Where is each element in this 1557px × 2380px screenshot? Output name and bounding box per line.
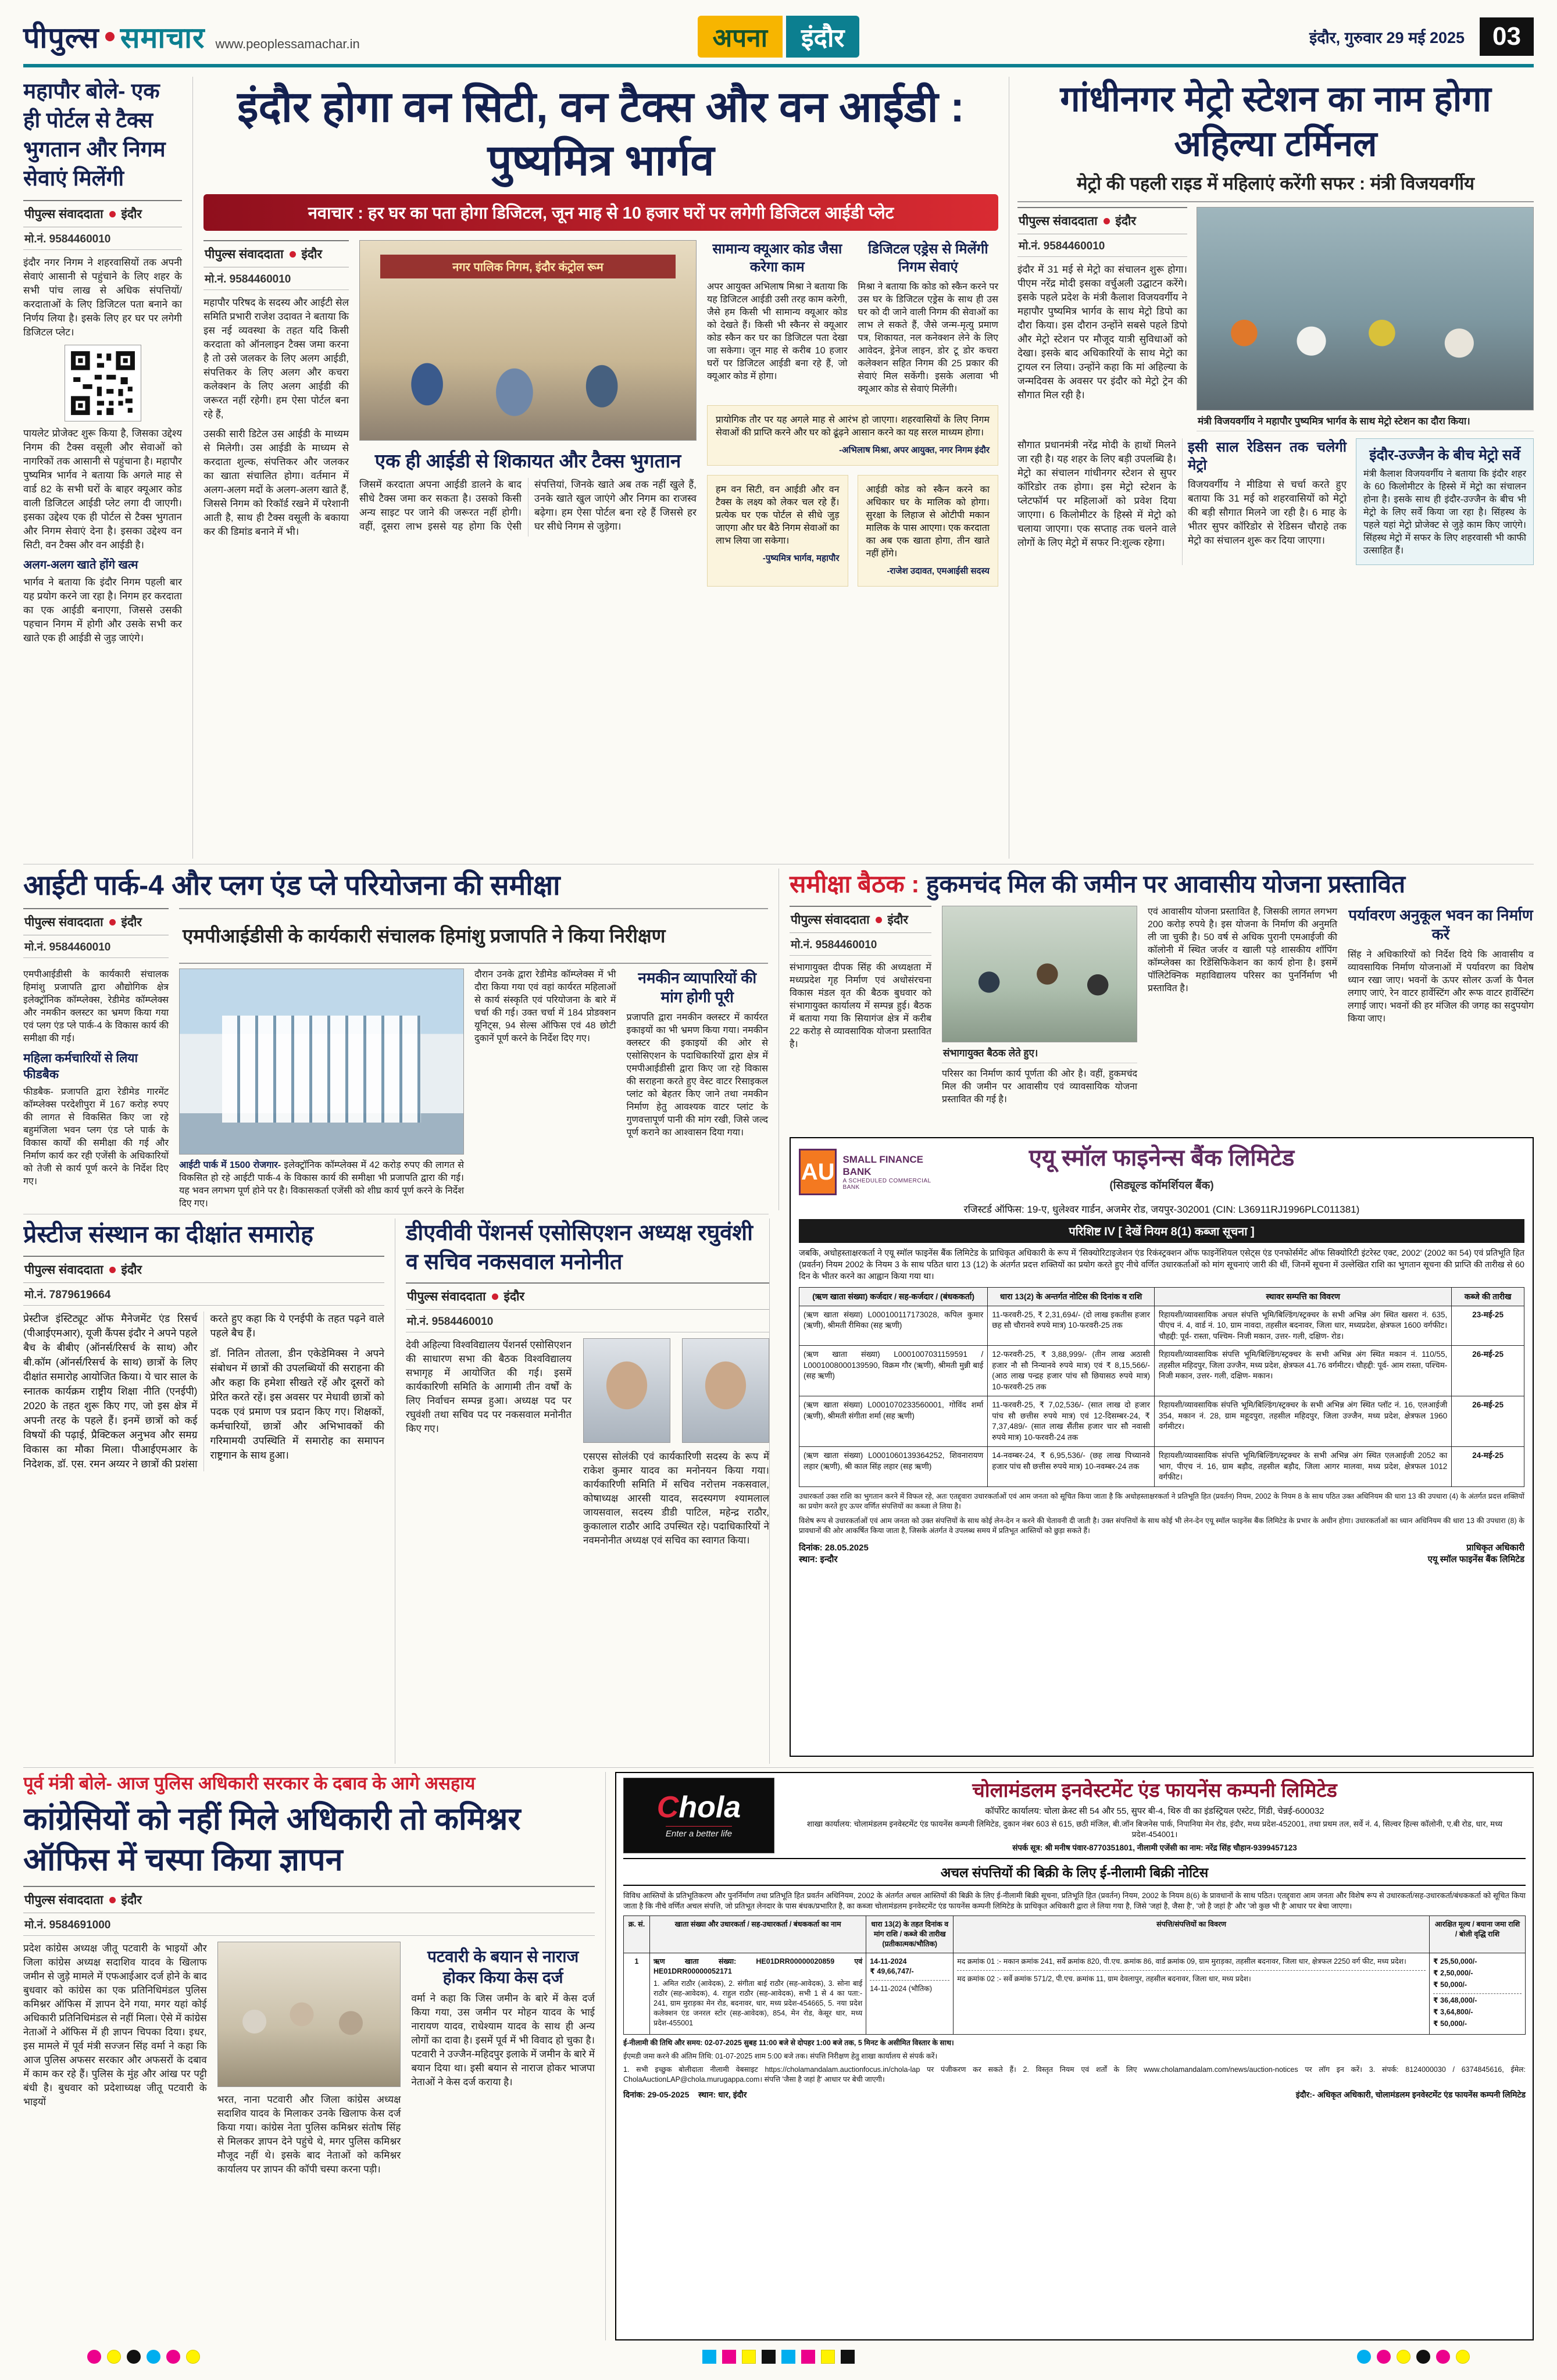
lead-strap: नवाचार : हर घर का पता होगा डिजिटल, जून माह से 10 हजार घरों पर लगेगी डिजिटल आईडी प्लेट xyxy=(203,194,998,231)
notice-cell: 11-फरवरी-25, ₹ 2,31,694/- (दो लाख इकतीस हजार छह सौ चौरानवे रुपये मात्र) 10-फरवरी-25 तक xyxy=(988,1306,1155,1346)
body-text: प्रजापति द्वारा नमकीन क्लस्टर में कार्यरत इकाइयों का भी भ्रमण किया गया। नमकीन क्लस्टर की इकाइयों की ओर से एसोसिएशन के पदाधिकारियों द्वारा क्षेत्र में एमपीआईडीसी द्वारा किए जा रहे विकास की सराहना करते हुए वेस्ट वाटर रिसाइकल प्लांट को बेहतर किए जाने तथा नमकीन निर्माण हेतु आवश्यक वाटर प्लांट के गुणवत्तापूर्ण पानी की मांग रखी, जिसे जल्द पूर्ण कराने का आश्वासन दिया गया। xyxy=(626,1013,768,1138)
col-header: आरक्षित मूल्य / बयाना जमा राशि / बोली वृद्धि राशि xyxy=(1430,1916,1526,1953)
black-mark-icon xyxy=(762,2350,776,2364)
auction-legal-intro: विविध आस्तियों के प्रतिभूतिकरण और पुनर्निर्माण तथा प्रतिभूति हित प्रवर्तन अधिनियम, 2002 के अंतर्गत अचल आस्तियों की बिक्री के लिए ई-नीलामी बिक्री सूचना, प्रतिभूति हित (प्रवर्तन) नियम, 2002 के नियम 8(6) के प्रावधानों के साथ पठित। एतद्द्वारा आम जनता और विशेष रूप से उधारकर्ता/सह-उधारकर्ता/बंधककर्ता को सूचित किया जाता है कि नीचे वर्णित अचल संपत्ति, जो प्रतिभूत लेनदार के पास बंधक/प्रभारित है, का कब्जा चोलामंडलम इनवेस्टमेंट एंड फायनेंस कम्पनी लिमिटेड के प्राधिकृत अधिकारी द्वारा ले लिया गया है, जिसे 'जहां है, जैसा है', 'जो है जहां है' और 'जो कुछ भी है' आधार पर बेचा जाएगा। xyxy=(623,1891,1526,1910)
body-text: महापौर परिषद के सदस्य और आईटी सेल समिति प्रभारी राजेश उदावत ने बताया कि इस नई व्यवस्था के तहत यदि किसी करदाता को ऑनलाइन टैक्स जमा करना है तो उसे जलकर के लिए अलग आईडी, संपत्तिकर के लिए अलग और कचरा कलेक्शन के लिए अलग आईडी की जरूरत नहीं रहेगी। हम ऐसा पोर्टल बना रहे हैं, xyxy=(203,297,349,420)
byline-dot-icon xyxy=(109,919,116,925)
signatory-org: एयू स्मॉल फाइनेंस बैंक लिमिटेड xyxy=(1427,1554,1524,1564)
reporter: पीपुल्स संवाददाता xyxy=(24,208,103,221)
quote-box-bhargav xyxy=(707,475,848,587)
body-text: पायलेट प्रोजेक्ट शुरू किया है, जिसका उद्देश्य निगम की टैक्स वसूली और सेवाओं को नागरिकों तक आसानी से पहुंचाना है। महापौर पुष्यमित्र भार्गव ने बताया कि अगले माह से वार्ड 82 के सभी घरों के बाहर क्यूआर कोड वाली डिजिटल आईडी प्लेट लगा दी जाएगी। इसका उद्देश्य एक ही पोर्टल से टैक्स भुगतान और निगम सेवाएं देना है। इसका उद्देश्य वन सिटी, वन टैक्स और वन आईडी है। xyxy=(23,428,182,551)
body-text: इंदौर में 31 मई से मेट्रो का संचालन शुरू होगा। पीएम नरेंद्र मोदी इसका वर्चुअली उद्घाटन करेंगे। इसके पहले प्रदेश के मंत्री कैलाश विजयवर्गीय ने महापौर पुष्यमित्र भार्गव के साथ मेट्रो डिपो का दौरा किया। इस दौरान उन्होंने सबसे पहले डिपो और मेट्रो स्टेशन पर मौजूद यात्री सुविधाओं को देखा। इसके बाद अधिकारियों के साथ मेट्रो का ट्रायल रन लिया। उन्होंने कहा कि मां अहिल्या के जन्मदिवस के अवसर पर इंदौर को मेट्रो ट्रेन की सौगात मिल रही है। xyxy=(1017,264,1187,401)
body-text xyxy=(179,1159,464,1210)
article-mayor-portal xyxy=(23,77,193,859)
col-header: (ऋण खाता संख्या) कर्जदार / सह-कर्जदार / (बंधककर्ता) xyxy=(799,1288,988,1306)
itpark-render-photo xyxy=(179,969,464,1155)
black-mark-icon xyxy=(127,2350,141,2364)
samiksha-col-3 xyxy=(1148,906,1337,1106)
qr-explainer-column xyxy=(707,240,848,396)
body-text: अपर आयुक्त अभिलाष मिश्रा ने बताया कि यह डिजिटल आईडी उसी तरह काम करेगी, जैसे हम किसी भी सामान्य क्यूआर कोड को देखते हैं। किसी भी स्कैनर से क्यूआर कोड स्कैन कर घर का डिजिटल पता देखा जा सकेगा। जून माह से करीब 10 हजार घरों पर डिजिटल आईडी बना रहे हैं, जो क्यूआर कोड में होगा। xyxy=(707,282,848,381)
quote-text: हम वन सिटी, वन आईडी और वन टैक्स के लक्ष्य को लेकर चल रहे हैं। प्रत्येक घर एक पोर्टल से सीधे जुड़ जाएगा और घर बैठे निगम सेवाओं का लाभ लिया जा सकेगा। xyxy=(716,485,840,546)
byline xyxy=(203,240,349,267)
byline-dot-icon xyxy=(109,1897,116,1903)
reserve-price-2: ₹ 36,48,000/- xyxy=(1433,1996,1477,2004)
phone-number: मो.नं. 9584460010 xyxy=(406,1310,769,1332)
property-cell: रिहायशी/व्यावसायिक संपत्ति भूमि/बिल्डिंग/स्ट्रक्चर के सभी अभिन्न अंग स्थित प्लॉट नं. 16, एलआईजी 354, मकान नं. 28, ग्राम महूदपुरा, तहसील महिदपुर, जिला उज्जैन, मध्य प्रदेश, क्षेत्रफल 1960 वर्गमीटर। xyxy=(1155,1396,1452,1447)
col-header: क्र. सं. xyxy=(624,1916,650,1953)
magenta-mark-icon xyxy=(166,2350,180,2364)
itpark-col-2 xyxy=(179,969,464,1210)
cell-divider xyxy=(957,1970,1426,1971)
metro-survey-box xyxy=(1356,438,1534,565)
company-title: चोलामंडलम इनवेस्टमेंट एंड फायनेंस कम्पनी लिमिटेड xyxy=(972,1779,1337,1802)
byline xyxy=(790,906,931,933)
notice-cell: 14-नवम्बर-24, ₹ 6,95,536/- (छह लाख पिच्यानवे हजार पांच सौ छत्तीस रुपये मात्र) 10-नवम्बर-24 तक xyxy=(988,1447,1155,1487)
sub-headline: इसी साल रेडिसन तक चलेगी मेट्रो xyxy=(1188,439,1347,473)
body-text: भरत, नाना पटवारी और जिला कांग्रेस अध्यक्ष सदाशिव यादव के मिलाकर उनके खिलाफ केस दर्ज किया गया। कांग्रेस नेता पुलिस कमिश्नर संतोष सिंह से मिलकर ज्ञापन देने पहुंचे थे, मगर पुलिस कमिश्नर मौजूद नहीं थे। इसके बाद नेताओं को कमिश्नर कार्यालय पर ज्ञापन की कॉपी चस्पा करना पड़ी। xyxy=(217,2094,401,2175)
quote-box-udawat xyxy=(858,475,999,587)
table-row xyxy=(624,1953,1526,2035)
phone-number: मो.नं. 9584691000 xyxy=(23,1913,595,1936)
byline-dot-icon xyxy=(1104,218,1110,224)
loan-account: ऋण खाता संख्या: HE01DRR00000020859 एवं HE01DRR00000052171 xyxy=(653,1957,863,1975)
quote-attribution: -राजेश उदावत, एमआईसी सदस्य xyxy=(887,566,990,576)
notice-cell: 12-फरवरी-25, ₹ 3,88,999/- (तीन लाख अठासी हजार नौ सौ निन्यानवे रुपये मात्र) एवं ₹ 8,15,566/- (आठ लाख पन्द्रह हजार पांच सौ छियासठ रुपये मात्र) 10-फरवरी-25 तक xyxy=(988,1346,1155,1396)
qr-code xyxy=(65,345,141,421)
notice-date: दिनांक: 28.05.2025 xyxy=(799,1542,869,1553)
lead-left-column xyxy=(203,240,349,587)
byline-city: इंदौर xyxy=(1115,215,1137,228)
emd-1: ₹ 2,50,000/- xyxy=(1433,1969,1473,1977)
au-logo-line1: SMALL FINANCE BANK xyxy=(842,1154,923,1177)
article-metro-terminal xyxy=(1009,77,1534,859)
column-headline: सामान्य क्यूआर कोड जैसा करेगा काम xyxy=(712,241,842,275)
sub-headline: महिला कर्मचारियों से लिया फीडबैक xyxy=(23,1052,138,1081)
lead-center-column xyxy=(359,240,697,587)
table-row xyxy=(799,1396,1524,1447)
cell-divider xyxy=(870,1980,949,1981)
headline: महापौर बोले- एक ही पोर्टल से टैक्स भुगतान और निगम सेवाएं मिलेंगी xyxy=(23,79,166,190)
col-header: संपत्ति/संपत्तियों का विवरण xyxy=(954,1916,1430,1953)
sub-headline: पटवारी के बयान से नाराज होकर किया केस दर्ज xyxy=(427,1947,579,1986)
notice-footnote: उधारकर्ता उक्त राशि का भुगतान करने में विफल रहे, अतः एतद्द्वारा उधारकर्ताओं एवं आम जनता को सूचित किया जाता है कि अधोहस्ताक्षरकर्ता ने प्रतिभूति हित (प्रवर्तन) नियम, 2002 के नियम 8 के साथ पठित उक्त अधिनियम की धारा 13 की उपधारा (4) के अंतर्गत प्रदत्त शक्तियों का प्रयोग करते हुए ऊपर वर्णित संपत्तियों का कब्जा ले लिया है। xyxy=(799,1492,1524,1510)
demand-cell xyxy=(866,1953,954,2035)
headline: प्रेस्टीज संस्थान का दीक्षांत समारोह xyxy=(23,1221,313,1248)
branch-office: शाखा कार्यालय: चोलामंडलम इनवेस्टमेंट एंड फायनेंस कम्पनी लिमिटेड, दुकान नंबर 603 से 615, छठी मंजिल, बी.जॉन बिजनेस पार्क, निपानिया मेन रोड, इंदौर, मध्य प्रदेश-452001, तथा प्रथम तल, सर्वे नं. 4, सिल्वर हिल्स कॉलोनी, ए.बी रोड, धार, मध्य प्रदेश-454001। xyxy=(806,1820,1503,1839)
inline-subhead: अलग-अलग खाते होंगे खत्म xyxy=(23,559,138,571)
metro-visit-photo xyxy=(1197,207,1534,410)
borrower-cell: (ऋण खाता संख्या) L0001070233560001, गोविंद शर्मा (ऋणी), श्रीमती संगीता शर्मा (सह ऋणी) xyxy=(799,1396,988,1447)
byline-block xyxy=(23,908,169,964)
quote-attribution: -पुष्यमित्र भार्गव, महापौर xyxy=(762,553,840,563)
yellow-mark-icon xyxy=(821,2350,835,2364)
congress-col-3 xyxy=(411,1942,595,2177)
possession-date: 23-मई-25 xyxy=(1452,1306,1524,1346)
demand-amount: ₹ 49,66,747/- xyxy=(870,1967,914,1975)
bid-increment-1: ₹ 50,000/- xyxy=(1433,1981,1467,1989)
body-text: इलेक्ट्रॉनिक कॉम्प्लेक्स में 42 करोड़ रुपए की लागत से विकसित हो रहे आईटी पार्क-4 के विकास कार्य की समीक्षा भी प्रजापति द्वारा की गई। यह भवन लगभग पूर्ण होने पर है। विकासकर्ता एजेंसी को शीघ्र कार्य पूर्ण करने के निर्देश दिए गए। xyxy=(179,1160,464,1209)
print-registration-marks xyxy=(0,2350,1557,2364)
article-davv-pensioners xyxy=(395,1218,770,1764)
metro-body-flow xyxy=(1017,438,1347,565)
cyan-mark-icon xyxy=(1357,2350,1371,2364)
property-cell: रिहायशी/व्यावसायिक संपत्ति भूमि/बिल्डिंग/स्ट्रक्चर के सभी अभिन्न अंग स्थित एलआईजी 2052 का भाग, पीएच नं. 16, ग्राम बड़ौद, तहसील बड़ौद, जिला आगर मालवा, मध्य प्रदेश, क्षेत्रफल 1012 वर्गफीट। xyxy=(1155,1447,1452,1487)
table-header-row xyxy=(799,1288,1524,1306)
photo-banner-text: नगर पालिक निगम, इंदौर कंट्रोल रूम xyxy=(380,255,676,278)
body-text: एवं आवासीय योजना प्रस्तावित है, जिसकी लागत लगभग 200 करोड़ रुपये है। इस योजना के निर्माण की अनुमति ली जा चुकी है। 50 वर्ष से अधिक पुरानी एमआईजी की कॉलोनी में स्थित जर्जर व खाली पड़े शासकीय शॉपिंग कॉम्प्लेक्स का रिडेंसिफिकेशन का कार्य होना है। इसमें पॉलिटेक्निक महाविद्यालय परिसर का पुनर्निर्माण भी प्रस्तावित है। xyxy=(1148,907,1337,994)
reporter: पीपुल्स संवाददाता xyxy=(1019,215,1098,228)
serial-number: 1 xyxy=(624,1953,650,2035)
byline-dot-icon xyxy=(109,1267,116,1273)
body-text: प्रदेश कांग्रेस अध्यक्ष जीतू पटवारी के भाइयों और जिला कांग्रेस अध्यक्ष सदाशिव यादव के खिलाफ जमीन से जुड़े मामले में एफआईआर दर्ज होने के बाद बुधवार को कांग्रेस का एक प्रतिनिधिमंडल पुलिस कमिश्नर ऑफिस में ज्ञापन देने गया, मगर यहां कोई अधिकारी प्रतिनिधिमंडल से नहीं मिला। ऐसे में कांग्रेस नेताओं ने ऑफिस में ही ज्ञापन चिपका दिया। इधर, इस मामले में पूर्व मंत्री सज्जन सिंह वर्मा ने कहा कि आज पुलिस अफसर सरकार और अफसरों के दबाव में काम कर रहे हैं। पुलिस के मुंह और आंख पर पट्टी बंधी है। बुधवार को प्रदेशाध्यक्ष जीतू पटवारी के भाइयों xyxy=(23,1943,207,2107)
column-headline: डिजिटल एड्रेस से मिलेंगी निगम सेवाएं xyxy=(867,241,988,275)
samiksha-col-2 xyxy=(942,906,1137,1106)
table-row xyxy=(799,1306,1524,1346)
byline-city: इंदौर xyxy=(121,916,142,929)
dateline: इंदौर, गुरुवार 29 मई 2025 xyxy=(1309,28,1465,47)
byline-city: इंदौर xyxy=(503,1290,525,1303)
body-text: भार्गव ने बताया कि इंदौर निगम पहली बार यह प्रयोग करने जा रहा है। निगम हर करदाता का एक आईडी बनाएगा, जिससे उसकी पहचान निगम में होगी और उसके सभी कर खाते एक ही आईडी से जुड़ जाएंगे। xyxy=(23,577,182,644)
byline-city: इंदौर xyxy=(121,208,142,221)
edition-label: अपना xyxy=(698,16,783,58)
byline-dot-icon xyxy=(876,917,882,923)
davv-col-2 xyxy=(583,1338,769,1548)
article-one-city-one-tax xyxy=(193,77,1009,859)
reporter: पीपुल्स संवाददाता xyxy=(205,248,284,261)
notice-bank-title xyxy=(938,1144,1385,1200)
magenta-mark-icon xyxy=(1436,2350,1450,2364)
notice-cell: 11-फरवरी-25, ₹ 7,02,536/- (सात लाख दो हजार पांच सौ छत्तीस रुपये मात्र) एवं 12-दिसम्बर-24, ₹ 7,37,489/- (सात लाख सैंतीस हजार चार सौ नवासी रुपये मात्र) 10-फरवरी-24 तक xyxy=(988,1396,1155,1447)
byline xyxy=(23,200,182,227)
col-header: कब्जे की तारीख xyxy=(1452,1288,1524,1306)
quote-text: आईडी कोड को स्कैन करने का अधिकार घर के मालिक को होगा। सुरक्षा के लिहाज से ओटीपी मकान मालिक के पास आएगा। एक करदाता का अब एक खाता होगा, तीन खाते नहीं होंगे। xyxy=(866,485,990,559)
possession-date: 26-मई-25 xyxy=(1452,1346,1524,1396)
byline-dot-icon xyxy=(290,251,296,258)
byline xyxy=(406,1282,769,1310)
body-text: परिसर का निर्माण कार्य पूर्णता की ओर है। वहीं, हुकमचंद मिल की जमीन पर आवासीय एवं व्यावसायिक योजना प्रस्तावित की गई है। xyxy=(942,1069,1137,1105)
byline xyxy=(1017,207,1187,234)
phone-number: मो.नं. 7879619664 xyxy=(23,1283,384,1306)
newspaper-logo xyxy=(23,17,205,56)
signatory-title: प्राधिकृत अधिकारी xyxy=(1466,1542,1524,1553)
reporter: पीपुल्स संवाददाता xyxy=(407,1290,486,1303)
body-text: एमपीआईडीसी के कार्यकारी संचालक हिमांशु प्रजापति द्वारा औद्योगिक क्षेत्र इलेक्ट्रॉनिक कॉम्प्लेक्स, रेडीमेड कॉम्प्लेक्स और नमकीन क्लस्टर का भ्रमण किया गया एवं प्लग एंड प्ले पार्क-4 के विकास कार्य की समीक्षा की गई। xyxy=(23,970,169,1044)
deck: एमपीआईडीसी के कार्यकारी संचालक हिमांशु प्रजापति ने किया निरीक्षण xyxy=(179,908,768,964)
sub-article-headline: एक ही आईडी से शिकायत और टैक्स भुगतान xyxy=(374,450,681,471)
headline: डीएवीवी पेंशनर्स एसोसिएशन अध्यक्ष रघुवंशी व सचिव नकसवाल मनोनीत xyxy=(406,1221,753,1274)
lead-right-column xyxy=(707,240,998,587)
borrower-names: 1. अमित राठौर (आवेदक), 2. संगीता बाई राठौर (सह-आवेदक), 3. सोना बाई राठौर (सह-आवेदक), 4. राहुल राठौर (सह-आवेदक), सभी 1 से 4 का पता:- 241, ग्राम मुराड़का मेन रोड, बदनावर, धार, मध्य प्रदेश-454665, 5. नया प्रदेश कलेक्शन एंड जनरल स्टोर (सह-आवेदक), 854, मेन रोड, केसूर धार, मध्य प्रदेश-455001 xyxy=(653,1979,863,2027)
emd-2: ₹ 3,64,800/- xyxy=(1433,2008,1473,2016)
body-text: मिश्रा ने बताया कि कोड को स्कैन करने पर उस घर के डिजिटल एड्रेस के साथ ही उस घर को दी जाने वाली निगम की सेवाओं का लाभ ले सकते हैं, जैसे जन्म-मृत्यु प्रमाण पत्र, शिकायत, नल कनेक्शन लेने के लिए आवेदन, ड्रेनेज लाइन, डोर टू डोर कचरा कलेक्शन सहित निगम की 25 प्रकार की सेवाएं मिल सकेंगी। इसके अलावा भी क्यूआर कोड से सेवाएं मिलेंगी। xyxy=(858,282,998,394)
byline-city: इंदौर xyxy=(301,248,323,261)
table-header-row xyxy=(624,1916,1526,1953)
quote-attribution: -अभिलाष मिश्रा, अपर आयुक्त, नगर निगम इंदौर xyxy=(839,445,990,455)
magenta-mark-icon xyxy=(87,2350,101,2364)
au-bank-possession-notice xyxy=(790,1137,1534,1757)
lead-headline: इंदौर होगा वन सिटी, वन टैक्स और वन आईडी : पुष्यमित्र भार्गव xyxy=(237,83,965,184)
reserve-price-1: ₹ 25,50,000/- xyxy=(1433,1957,1477,1966)
black-mark-icon xyxy=(841,2350,855,2364)
box-body: मंत्री कैलाश विजयवर्गीय ने बताया कि इंदौर शहर के 60 किलोमीटर के हिस्से में मेट्रो का संचालन होना है। इसके साथ ही इंदौर-उज्जैन के बीच भी मेट्रो के लिए सर्वे किया जा रहा है। सिंहस्थ के पहले यहां मेट्रो प्रोजेक्ट से जुड़े काम किए जाएंगे। सिंहस्थ मेट्रो में सफर के लिए शहरवासी भी काफी उत्साहित हैं। xyxy=(1363,469,1526,556)
byline-city: इंदौर xyxy=(121,1263,142,1277)
byline-dot-icon xyxy=(492,1293,498,1300)
reporter: पीपुल्स संवाददाता xyxy=(24,916,103,929)
auction-table xyxy=(623,1916,1526,2035)
masthead-left xyxy=(23,17,698,56)
body-text: दौरान उनके द्वारा रेडीमेड कॉम्प्लेक्स में भी दौरा किया गया एवं वहां कार्यरत महिलाओं से कार्य संस्कृति एवं परियोजना के बारे में चर्चा की गई। उक्त चर्चा में 184 प्रोडक्शन यूनिट्स, 94 सेल्स ऑफिस एवं 48 छोटी दुकानें पूर्ण करने के निर्देश दिए गए। xyxy=(474,970,616,1044)
body-text: फीडबैक- प्रजापति द्वारा रेडीमेड गारमेंट कॉम्प्लेक्स परदेशीपुरा में 167 करोड़ रुपए की लागत से विकसित किए जा रहे बहुमंजिला भवन प्लग एंड प्ले पार्क के विकास कार्यों की समीक्षा की गई और निर्माण कार्य कर रही एजेंसी के अधिकारियों को तेजी से कार्य पूर्ण करने के निर्देश दिए गए। xyxy=(23,1087,169,1187)
corporate-office: कॉर्पोरेट कार्यालय: चोला क्रेस्ट सी 54 और 55, सुपर बी-4, थिरु वी का इंडस्ट्रियल एस्टेट, गिंडी, चेन्नई-600032 xyxy=(985,1806,1324,1816)
yellow-mark-icon xyxy=(742,2350,756,2364)
masthead-right xyxy=(859,17,1534,56)
phone-number: मो.नं. 9584460010 xyxy=(790,933,931,956)
logo-text-right: समाचार xyxy=(120,22,205,54)
quote-box-mishra xyxy=(707,405,998,466)
portrait-photo-secretary xyxy=(682,1338,769,1443)
sub-headline: नमकीन व्यापारियों की मांग होगी पूरी xyxy=(638,969,757,1006)
auction-datetime-note: ई-नीलामी की तिथि और समय: 02-07-2025 सुबह 11:00 बजे से दोपहर 1:00 बजे तक, 5 मिनट के असीमित विस्तार के साथ। xyxy=(623,2039,954,2047)
protest-photo xyxy=(217,1942,401,2087)
metro-left-column xyxy=(1017,207,1187,431)
notice-date: दिनांक: 29-05-2025 xyxy=(623,2090,690,2099)
headline-main: हुकमचंद मिल की जमीन पर आवासीय योजना प्रस्तावित xyxy=(926,870,1406,898)
page-number: 03 xyxy=(1480,17,1534,56)
byline-dot-icon xyxy=(109,211,116,217)
photo-caption: संभागायुक्त बैठक लेते हुए। xyxy=(942,1042,1137,1063)
body-text: वर्मा ने कहा कि जिस जमीन के बारे में केस दर्ज किया गया, उस जमीन पर मोहन यादव के भाई नारायण यादव, राधेश्याम यादव के साथ ही अन्य लोगों का दावा है। इसमें पूर्व में भी विवाद हो चुका है। पटवारी ने उज्जैन-महिदपुर इलाके में जमीन के बारे में बयान दिया था। इसी बयान से नाराज होकर भाजपा नेताओं ने केस दर्ज कराया है। xyxy=(411,1993,595,2088)
bank-subtitle: (सिड्यूल्ड कॉमर्शियल बैंक) xyxy=(1109,1180,1214,1192)
samiksha-col-1 xyxy=(790,906,931,1106)
masthead xyxy=(23,9,1534,67)
box-headline: इंदौर-उज्जैन के बीच मेट्रो सर्वे xyxy=(1369,447,1520,463)
notice-signatory xyxy=(1428,1542,1524,1565)
chola-logo xyxy=(623,1778,774,1853)
borrower-cell: (ऋण खाता संख्या) L000100117173028, कपिल कुमार (ऋणी), श्रीमती रीमिका (सह ऋणी) xyxy=(799,1306,988,1346)
yellow-mark-icon xyxy=(1456,2350,1470,2364)
phone-number: मो.नं. 9584460010 xyxy=(23,227,182,250)
magenta-mark-icon xyxy=(722,2350,736,2364)
article-body xyxy=(23,1311,384,1471)
bank-name: एयू स्मॉल फाइनेन्स बैंक लिमिटेड xyxy=(1029,1145,1295,1171)
sub-article-body xyxy=(359,478,697,537)
notice-place: स्थान: इन्दौर xyxy=(799,1554,838,1564)
registered-office: रजिस्टर्ड ऑफिस: 19-ए, धुलेश्वर गार्डन, अजमेर रोड, जयपुर-302001 (CIN: L36911RJ1996PLC011381) xyxy=(963,1204,1360,1215)
au-bank-logo xyxy=(799,1149,933,1195)
notice-date-place xyxy=(623,2089,747,2100)
demand-date: 14-11-2024 xyxy=(870,1957,907,1966)
section-divider xyxy=(23,1767,1534,1768)
table-row xyxy=(799,1346,1524,1396)
article-it-park-review xyxy=(23,869,779,1210)
yellow-mark-icon xyxy=(107,2350,121,2364)
article-review-meeting xyxy=(779,869,1534,1130)
edition-banner xyxy=(698,16,860,58)
kicker: पूर्व मंत्री बोले- आज पुलिस अधिकारी सरकार के दबाव के आगे असहाय xyxy=(23,1773,476,1793)
contact-line: संपर्क सूत्र: श्री मनीष पंवार-8770351801, नीलामी एजेंसी का नाम: नरेंद्र सिंह चौहान-9399457123 xyxy=(1012,1843,1297,1852)
reporter: पीपुल्स संवाददाता xyxy=(24,1263,103,1277)
body-text: देवी अहिल्या विश्वविद्यालय पेंशनर्स एसोसिएशन की साधारण सभा की बैठक विश्वविद्यालय सभागृह में आयोजित की गई। इसमें कार्यकारिणी समिति के आगामी तीन वर्षों के लिए निर्वाचन सम्पन्न हुआ। अध्यक्ष पद पर रघुवंशी तथा सचिव पद पर नकसवाल मनोनीत किए गए। xyxy=(406,1339,572,1434)
cyan-mark-icon xyxy=(147,2350,160,2364)
col-header: धारा 13(2) के अन्तर्गत नोटिस की दिनांक व राशि xyxy=(988,1288,1155,1306)
cyan-mark-icon xyxy=(702,2350,716,2364)
auction-notice-band: अचल संपत्तियों की बिक्री के लिए ई-नीलामी बिक्री नोटिस xyxy=(623,1858,1526,1886)
congress-col-1 xyxy=(23,1942,207,2177)
notice-date-place xyxy=(799,1542,869,1565)
property-cell: रिहायशी/व्यावसायिक संपत्ति भूमि/बिल्डिंग/स्ट्रक्चर के सभी अभिन्न अंग स्थित मकान नं. 110/55, तहसील महिदपुर, जिला उज्जैन, मध्य प्रदेश, क्षेत्रफल 41.76 वर्गमीटर। चौहद्दी: पूर्व- आम रास्ता, पश्चिम- निजी मकान, उत्तर- गली, दक्षिण- मकान। xyxy=(1155,1346,1452,1396)
body-text: एसएस सोलंकी एवं कार्यकारिणी सदस्य के रूप में राकेश कुमार यादव का मनोनयन किया गया। कार्यकारिणी समिति में सचिव नरोत्तम नकसवाल, कोषाध्यक्ष आरसी यादव, सदस्यगण श्यामलाल जायसवाल, सदस्य डीडी पाटिल, महेन्द्र राठौर, कुकालाल राठौर आदि उपस्थित रहे। पदाधिकारियों ने नवमनोनीत अध्यक्ष एवं सचिव का स्वागत किया। xyxy=(583,1451,769,1546)
samiksha-col-4 xyxy=(1348,906,1534,1106)
reporter: पीपुल्स संवाददाता xyxy=(24,1893,103,1907)
meeting-photo xyxy=(942,906,1137,1042)
registration-group-left xyxy=(87,2350,200,2364)
au-logo-line2: A SCHEDULED COMMERCIAL BANK xyxy=(842,1178,931,1191)
body-text: इंदौर नगर निगम ने शहरवासियों तक अपनी सेवाएं आसानी से पहुंचाने के लिए शहर के सभी पांच लाख से अधिक संपत्तियों/करदाताओं के लिए डिजिटल पता बनाने का निर्णय लिया है। इसके लिए हर घर पर लगेगी डिजिटल प्लेट। xyxy=(23,257,182,338)
property-item-2: मद क्रमांक 02 :- सर्वे क्रमांक 571/2, पी.एच. क्रमांक 11, ग्राम देवलापुर, तहसील बदनावर, जिला धार, मध्य प्रदेश। xyxy=(957,1975,1251,1983)
chola-header-text xyxy=(784,1778,1526,1853)
chola-tagline: Enter a better life xyxy=(666,1826,732,1839)
borrower-cell: (ऋण खाता संख्या) L0001007031159591 / L0001008000139590, विक्रम गौर (ऋणी), श्रीमती मुन्नी बाई (सह ऋणी) xyxy=(799,1346,988,1396)
logo-text-left: पीपुल्स xyxy=(23,22,99,54)
box-body: सिंह ने अधिकारियों को निर्देश दिये कि आवासीय व व्यावसायिक निर्माण योजनाओं में पर्यावरण का विशेष ध्यान रखा जाए। भवनों के ऊपर सोलर ऊर्जा के पैनल लगाए जाएं, रेन वाटर हार्वेस्टिंग और रूफ वाटर हार्वेस्टिंग लगाई जाए। भवनों की हर मंजिल की जगह का सदुपयोग किया जाए। xyxy=(1348,950,1534,1024)
headline-kicker: समीक्षा बैठक : xyxy=(790,870,920,898)
byline xyxy=(23,1886,595,1913)
itpark-col-1 xyxy=(23,969,169,1210)
photo-caption: मंत्री विजयवर्गीय ने महापौर पुष्यमित्र भार्गव के साथ मेट्रो स्टेशन का दौरा किया। xyxy=(1197,410,1534,431)
headline: कांग्रेसियों को नहीं मिले अधिकारी तो कमिश्नर ऑफिस में चस्पा किया ज्ञापन xyxy=(23,1802,521,1877)
possession-notice-table xyxy=(799,1287,1524,1487)
magenta-mark-icon xyxy=(1377,2350,1391,2364)
byline-city: इंदौर xyxy=(121,1893,142,1907)
yellow-mark-icon xyxy=(1397,2350,1410,2364)
notice-intro: जबकि, अधोहस्ताक्षरकर्ता ने एयू स्मॉल फाइनेंस बैंक लिमिटेड के प्राधिकृत अधिकारी के रूप में 'सिक्योरिटाइजेशन एंड रिकंस्ट्रक्शन ऑफ फाइनेंशियल एसेट्स एंड एनफोर्समेंट ऑफ सिक्योरिटी इंटरेस्ट एक्ट, 2002' (2002 का 54) एवं प्रतिभूति हित (प्रवर्तन) नियम 2002 के नियम 3 के साथ पठित धारा 13 (12) के अंतर्गत प्रदत्त शक्तियों का प्रयोग करते हुए नीचे वर्णित उधारकर्ताओं को मांग सूचनाएं जारी की थीं, जिनमें सूचना में उल्लेखित राशि का भुगतान सूचना की प्राप्ति की तारीख से 60 दिन के भीतर करने का आह्वान किया गया था। xyxy=(799,1249,1524,1281)
cell-divider xyxy=(1433,1993,1522,1994)
deck: मेट्रो की पहली राइड में महिलाएं करेंगी सफर : मंत्री विजयवर्गीय xyxy=(1017,166,1534,202)
edition-city: इंदौर xyxy=(786,16,859,58)
website-url: www.peoplessamachar.in xyxy=(215,37,360,51)
col-header: धारा 13(2) के तहत दिनांक व मांग राशि / कब्जे की तारीख (प्रतीकात्मक/भौतिक) xyxy=(866,1916,954,1953)
logo-dot-icon xyxy=(105,32,115,41)
body-text: प्रेस्टीज इंस्टिट्यूट ऑफ मैनेजमेंट एंड रिसर्च (पीआईएमआर), यूजी कैंपस इंदौर ने अपने पहले बैच के बीबीए (ऑनर्स/रिसर्च के साथ) और बी.कॉम (ऑनर्स/रिसर्च के साथ) छात्रों के लिए दीक्षांत समारोह आयोजित किया। ये चार साल के स्नातक कार्यक्रम राष्ट्रीय शिक्षा नीति (एनईपी) 2020 के तहत शुरू किए गए, जो इस क्षेत्र में अपनी तरह के पहले हैं। इनमें छात्रों को कई विषयों की पढ़ाई, प्रैक्टिकल अनुभव और समग्र विकास का मौका मिला। पीआईएमआर के निदेशक, डॉ. एस. रमन अय्यर ने छात्रों की प्रशंसा करते हुए कहा कि ये एनईपी के तहत पढ़ने वाले पहले बैच हैं। xyxy=(23,1313,384,1470)
possession-date: 26-मई-25 xyxy=(1452,1396,1524,1447)
article-congress-memorandum xyxy=(23,1772,606,2340)
byline xyxy=(23,1256,384,1283)
property-cell xyxy=(954,1953,1430,2035)
emd-deadline-note: ईएमडी जमा करने की अंतिम तिथि: 01-07-2025 शाम 5:00 बजे तक। संपत्ति निरीक्षण हेतु शाखा कार्यालय से संपर्क करें। xyxy=(623,2052,938,2060)
box-headline: पर्यावरण अनुकूल भवन का निर्माण करें xyxy=(1348,906,1533,943)
black-mark-icon xyxy=(1416,2350,1430,2364)
notice-signatory: इंदौर:- अधिकृत अधिकारी, चोलामंडलम इनवेस्टमेंट एंड फायनेंस कम्पनी लिमिटेड xyxy=(1295,2090,1526,2099)
phone-number: मो.नं. 9584460010 xyxy=(1017,234,1187,257)
chola-logo-text: Chola xyxy=(656,1791,741,1824)
bold-lead-in: आईटी पार्क में 1500 रोजगार- xyxy=(179,1160,281,1170)
borrower-cell: (ऋण खाता संख्या) L0001060139364252, शिवनारायण लहार (ऋणी), श्री काल सिंह लहार (सह ऋणी) xyxy=(799,1447,988,1487)
notice-place: स्थान: धार, इंदौर xyxy=(698,2090,747,2099)
quote-text: प्रायोगिक तौर पर यह अगले माह से आरंभ हो जाएगा। शहरवासियों के लिए निगम सेवाओं की प्राप्ति करने और घर को ढूंढ़ने आसान करने का यह सरल माध्यम होगा। xyxy=(716,415,990,438)
bid-increment-2: ₹ 50,000/- xyxy=(1433,2020,1467,2028)
body-text: जिसमें करदाता अपना आईडी डालने के बाद सीधे टैक्स जमा कर सकता है। उसको किसी अन्य साइट पर जाने की जरूरत नहीं होगी। वहीं, दूसरा लाभ इससे यह होगा कि ऐसी संपत्तियां, जिनके खाते अब तक नहीं खुले हैं, उनके खाते खुल जाएंगे और निगम का राजस्व बढ़ेगा। हम ऐसा पोर्टल बना रहे हैं जिससे हर घर सीधे निगम से जुड़ेगा। xyxy=(359,479,697,532)
itpark-col-3 xyxy=(474,969,616,1210)
chola-eauction-notice xyxy=(615,1772,1534,2340)
price-cell xyxy=(1430,1953,1526,2035)
body-text: डॉ. नितिन तोतला, डीन एकेडेमिक्स ने अपने संबोधन में छात्रों की उपलब्धियों की सराहना की और कहा कि हमेशा सीखते रहें और दूसरों को प्रेरित करते रहें। इस अवसर पर मेधावी छात्रों को पदक एवं प्रमाण पत्र प्रदान किए गए। शिक्षकों, कर्मचारियों, छात्रों और अभिभावकों की गरिमामयी उपस्थिति में समारोह का समापन राष्ट्रगान के साथ हुआ। xyxy=(210,1348,384,1461)
borrower-cell xyxy=(650,1953,866,2035)
property-cell: रिहायशी/व्यावसायिक अचल संपत्ति भूमि/बिल्डिंग/स्ट्रक्चर के सभी अभिन्न अंग स्थित खसरा नं. 635, पीएच नं. 4, वार्ड नं. 10, ग्राम नावदा, तहसील बदनावर, जिला धार, मध्यप्रदेश, क्षेत्रफल 1600 वर्गफीट। चौहद्दी: पूर्व- रास्ता, पश्चिम- निजी मकान, उत्तर- गली, दक्षिण- रोड। xyxy=(1155,1306,1452,1346)
body-text: संभागायुक्त दीपक सिंह की अध्यक्षता में मध्यप्रदेश गृह निर्माण एवं अधोसंरचना विकास मंडल वृत की बैठक बुधवार को संभागायुक्त कार्यालय में सम्पन्न हुई। बैठक में बताया गया कि सियागंज क्षेत्र में करीब 22 करोड़ से व्यावसायिक योजना प्रस्तावित है। xyxy=(790,963,931,1049)
possession-date: 14-11-2024 (भौतिक) xyxy=(870,1985,933,1993)
phone-number: मो.नं. 9584460010 xyxy=(23,935,169,958)
possession-date: 24-मई-25 xyxy=(1452,1447,1524,1487)
digital-address-column xyxy=(858,240,999,396)
headline xyxy=(790,869,1534,900)
byline xyxy=(23,908,169,935)
terms-note: 1. सभी इच्छुक बोलीदाता नीलामी वेबसाइट https://cholamandalam.auctionfocus.in/chola-lap पर पंजीकरण कर सकते हैं। 2. विस्तृत नियम एवं शर्तों के लिए www.cholamandalam.com/news/auction-notices पर लॉग इन करें। 3. संपर्क: 8124000030 / 6374845616, ईमेल: CholaAuctionLAP@chola.murugappa.com। संपत्ति 'जैसा है जहां है' आधार पर बेची जाएगी। xyxy=(623,2065,1526,2084)
table-row xyxy=(799,1447,1524,1487)
col-header: खाता संख्या और उधारकर्ता / सह-उधारकर्ता / बंधककर्ता का नाम xyxy=(650,1916,866,1953)
registration-group-right xyxy=(1357,2350,1470,2364)
body-text: विजयवर्गीय ने मीडिया से चर्चा करते हुए बताया कि 31 मई को शहरवासियों को मेट्रो की बड़ी सौगात मिलने जा रही है। 6 माह के भीतर सुपर कॉरिडोर से रेडिसन चौराहे तक मेट्रो का संचालन शुरू कर दिया जाएगा। xyxy=(1188,479,1347,546)
au-logo-mark: AU xyxy=(799,1149,837,1195)
metro-photo-column xyxy=(1197,207,1534,431)
itpark-col-4 xyxy=(627,969,769,1210)
cyan-mark-icon xyxy=(781,2350,795,2364)
phone-number: मो.नं. 9584460010 xyxy=(203,267,349,290)
col-header: स्थावर सम्पत्ति का विवरण xyxy=(1155,1288,1452,1306)
registration-group-center xyxy=(702,2350,855,2364)
property-item-1: मद क्रमांक 01 :- मकान क्रमांक 241, सर्वे क्रमांक 820, पी.एच. क्रमांक 86, वार्ड क्रमांक 09, ग्राम मुराड़का, तहसील बदनावर, जिला धार, क्षेत्रफल 2250 वर्ग फीट, मध्य प्रदेश। xyxy=(957,1957,1406,1966)
appendix-band: परिशिष्ट IV [ देखें नियम 8(1) कब्जा सूचना ] xyxy=(799,1219,1524,1243)
article-prestige-convocation xyxy=(23,1218,395,1764)
magenta-mark-icon xyxy=(801,2350,815,2364)
portrait-photo-president xyxy=(583,1338,670,1443)
headline: आईटी पार्क-4 और प्लग एंड प्ले परियोजना की समीक्षा xyxy=(23,870,560,901)
body-text: सौगात प्रधानमंत्री नरेंद्र मोदी के हाथों मिलने जा रही है। यह शहर के लिए बड़ी उपलब्धि है। मेट्रो का संचालन गांधीनगर स्टेशन से सुपर कॉरिडोर तक होगा। इस मेट्रो स्टेशन के प्लेटफॉर्म पर महिलाओं को प्रवेश दिया जाएगा। 6 किलोमीटर के हिस्से में मेट्रो को चलाया जाएगा। एक सप्ताह तक चलने वाले लोगों के लिए मेट्रो में सफर नि:शुल्क रहेगा। xyxy=(1017,439,1176,548)
congress-col-2 xyxy=(217,1942,401,2177)
notice-footnote: विशेष रूप से उधारकर्ताओं एवं आम जनता को उक्त संपत्तियों के साथ कोई लेन-देन न करने की चेतावनी दी जाती है। उक्त संपत्तियों के साथ कोई भी लेन-देन एयू स्मॉल फाइनेंस बैंक लिमिटेड के प्रभार के अधीन होगा। उधारकर्ताओं का ध्यान अधिनियम की धारा 13 की उपधारा (8) के प्रावधानों की ओर आकर्षित किया जाता है, जिसके अंतर्गत वे उपलब्ध समय में प्रतिभूत आस्तियों को छुड़ा सकते हैं। xyxy=(799,1516,1524,1535)
reporter: पीपुल्स संवाददाता xyxy=(791,913,870,927)
control-room-photo xyxy=(359,240,697,441)
body-text: उसकी सारी डिटेल उस आईडी के माध्यम से मिलेगी। उस आईडी के माध्यम से करदाता शुल्क, संपत्तिकर और जलकर का खाता संचालित होगा। वर्तमान में अलग-अलग मदों के अलग-अलग खाते हैं, जिससे निगम को रिकॉर्ड रखने में परेशानी आती है, साथ ही टैक्स वसूली के बकाया कर की डिमांड बनाने में भी। xyxy=(203,428,349,537)
byline-city: इंदौर xyxy=(887,913,909,927)
yellow-mark-icon xyxy=(186,2350,200,2364)
davv-col-1 xyxy=(406,1338,572,1548)
headline: गांधीनगर मेट्रो स्टेशन का नाम होगा अहिल्या टर्मिनल xyxy=(1060,79,1491,163)
